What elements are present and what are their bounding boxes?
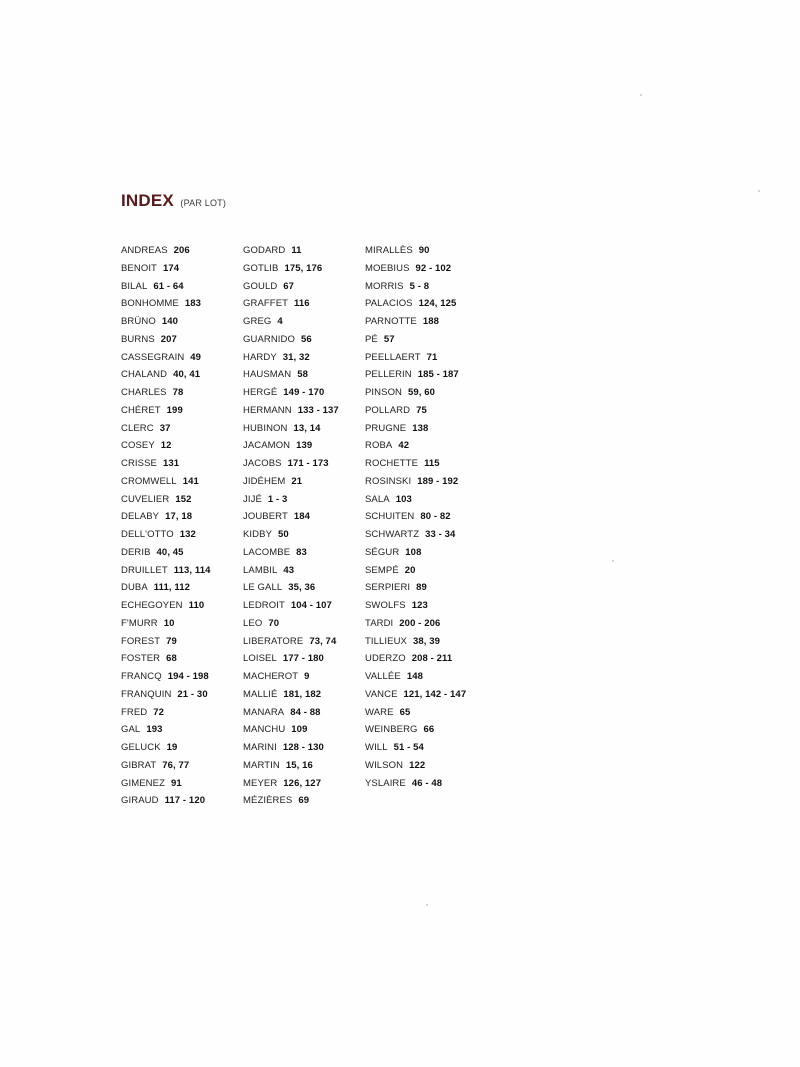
- index-entry: [243, 455, 363, 473]
- index-column-2: [243, 242, 363, 810]
- lot-numbers: 188: [422, 316, 439, 327]
- scan-speck: [640, 94, 642, 96]
- index-entry: [243, 704, 363, 722]
- artist-name: PARNOTTE: [365, 316, 417, 327]
- index-entry: [243, 597, 363, 615]
- index-entry: [365, 242, 485, 260]
- artist-name: VANCE: [365, 688, 398, 700]
- lot-numbers: 72: [153, 706, 165, 718]
- index-entry: [365, 668, 485, 686]
- index-entry: [121, 313, 241, 331]
- lot-numbers: 131: [162, 458, 180, 469]
- index-entry: [121, 278, 241, 296]
- lot-numbers: 108: [405, 546, 422, 558]
- scan-speck: [426, 904, 428, 906]
- index-entry: [243, 668, 363, 686]
- index-entry: [121, 526, 241, 544]
- index-entry: [365, 331, 485, 349]
- lot-numbers: 19: [166, 742, 178, 753]
- lot-numbers: 123: [411, 600, 428, 611]
- lot-numbers: 67: [283, 280, 295, 292]
- index-entry: [121, 633, 241, 651]
- index-entry: [365, 597, 485, 615]
- index-entry: [243, 650, 363, 668]
- index-entry: [243, 491, 363, 509]
- index-entry: [121, 242, 241, 260]
- index-entry: [243, 349, 363, 367]
- index-entry: [121, 420, 241, 438]
- lot-numbers: 193: [146, 724, 163, 736]
- index-entry: [121, 331, 241, 349]
- lot-numbers: 208 - 211: [411, 653, 453, 665]
- artist-name: MOEBIUS: [365, 262, 410, 274]
- lot-numbers: 199: [166, 404, 183, 416]
- artist-name: MACHEROT: [243, 671, 299, 682]
- index-entry: [121, 295, 241, 313]
- artist-name: KIDBY: [243, 529, 273, 540]
- lot-numbers: 56: [301, 333, 312, 345]
- lot-numbers: 177 - 180: [282, 653, 324, 665]
- lot-numbers: 149 - 170: [283, 387, 325, 398]
- lot-numbers: 121, 142 - 147: [403, 688, 467, 700]
- index-column-1: [121, 242, 241, 810]
- artist-name: GOTLIB: [243, 262, 279, 274]
- index-entry: [365, 278, 485, 296]
- index-heading: [121, 191, 226, 211]
- index-entry: [243, 437, 363, 455]
- artist-name: ROSINSKI: [365, 475, 412, 487]
- lot-numbers: 116: [294, 298, 310, 310]
- lot-numbers: 40, 41: [173, 369, 201, 381]
- index-entry: [121, 562, 241, 580]
- artist-name: JIDÉHEM: [243, 475, 286, 487]
- artist-name: FRED: [121, 706, 148, 718]
- artist-name: TILLIEUX: [365, 635, 407, 647]
- index-entry: [121, 686, 241, 704]
- index-entry: [121, 615, 241, 633]
- index-entry: [243, 313, 363, 331]
- lot-numbers: 35, 36: [288, 582, 316, 594]
- index-entry: [243, 792, 363, 810]
- artist-name: MALLIÉ: [243, 688, 278, 700]
- lot-numbers: 59, 60: [408, 387, 436, 398]
- artist-name: SCHUITEN: [365, 511, 415, 523]
- artist-name: MANARA: [243, 706, 285, 718]
- index-entry: [365, 775, 485, 793]
- index-entry: [243, 242, 363, 260]
- index-entry: [243, 295, 363, 313]
- index-entry: [243, 633, 363, 651]
- lot-numbers: 1 - 3: [267, 493, 288, 505]
- lot-numbers: 80 - 82: [420, 511, 451, 523]
- lot-numbers: 46 - 48: [411, 777, 443, 789]
- index-entry: [243, 508, 363, 526]
- artist-name: SEMPÉ: [365, 564, 399, 576]
- lot-numbers: 89: [416, 582, 427, 594]
- index-entry: [243, 384, 363, 402]
- lot-numbers: 57: [383, 333, 395, 345]
- index-entry: [365, 437, 485, 455]
- index-entry: [121, 491, 241, 509]
- artist-name: FOREST: [121, 635, 161, 647]
- artist-name: ROBA: [365, 440, 393, 452]
- artist-name: LOISEL: [243, 653, 277, 665]
- index-entry: [243, 775, 363, 793]
- artist-name: WILL: [365, 742, 388, 753]
- lot-numbers: 38, 39: [412, 635, 440, 647]
- lot-numbers: 109: [291, 724, 308, 736]
- lot-numbers: 174: [162, 262, 180, 274]
- lot-numbers: 181, 182: [283, 688, 322, 700]
- index-entry: [121, 775, 241, 793]
- artist-name: HUBINON: [243, 422, 288, 434]
- artist-name: SALA: [365, 493, 390, 505]
- index-entry: [121, 260, 241, 278]
- index-entry: [365, 686, 485, 704]
- artist-name: HARDY: [243, 351, 277, 363]
- artist-name: CUVELIER: [121, 493, 170, 505]
- index-entry: [365, 473, 485, 491]
- artist-name: PALACIOS: [365, 298, 413, 310]
- artist-name: LEO: [243, 617, 263, 629]
- artist-name: CHALAND: [121, 369, 168, 381]
- artist-name: WEINBERG: [365, 724, 418, 736]
- index-entry: [243, 278, 363, 296]
- artist-name: JOUBERT: [243, 511, 288, 523]
- lot-numbers: 189 - 192: [417, 475, 459, 487]
- index-entry: [365, 491, 485, 509]
- artist-name: GREG: [243, 316, 272, 327]
- artist-name: CRISSE: [121, 458, 157, 469]
- index-entry: [121, 721, 241, 739]
- lot-numbers: 185 - 187: [417, 369, 459, 381]
- lot-numbers: 103: [395, 493, 412, 505]
- index-entry: [365, 295, 485, 313]
- lot-numbers: 71: [426, 351, 438, 363]
- artist-name: FRANCQ: [121, 671, 162, 682]
- lot-numbers: 33 - 34: [425, 529, 456, 540]
- index-entry: [121, 384, 241, 402]
- artist-name: LACOMBE: [243, 546, 291, 558]
- artist-name: LIBERATORE: [243, 635, 304, 647]
- lot-numbers: 113, 114: [173, 564, 211, 576]
- index-entry: [365, 313, 485, 331]
- artist-name: MANCHU: [243, 724, 286, 736]
- index-entry: [121, 739, 241, 757]
- artist-name: ROCHETTE: [365, 458, 419, 469]
- index-entry: [243, 579, 363, 597]
- lot-numbers: 183: [184, 298, 201, 310]
- artist-name: CROMWELL: [121, 475, 177, 487]
- index-entry: [365, 508, 485, 526]
- lot-numbers: 175, 176: [284, 262, 323, 274]
- lot-numbers: 61 - 64: [153, 280, 184, 292]
- artist-name: GUARNIDO: [243, 333, 295, 345]
- artist-name: LE GALL: [243, 582, 283, 594]
- artist-name: WARE: [365, 706, 394, 718]
- index-entry: [121, 579, 241, 597]
- lot-numbers: 20: [404, 564, 416, 576]
- artist-name: GAL: [121, 724, 141, 736]
- lot-numbers: 115: [424, 458, 440, 469]
- index-entry: [121, 455, 241, 473]
- index-entry: [243, 757, 363, 775]
- artist-name: CASSEGRAIN: [121, 351, 185, 363]
- lot-numbers: 184: [293, 511, 311, 523]
- index-entry: [243, 402, 363, 420]
- artist-name: DUBA: [121, 582, 148, 594]
- artist-name: GOULD: [243, 280, 278, 292]
- index-entry: [121, 473, 241, 491]
- lot-numbers: 194 - 198: [167, 671, 209, 682]
- lot-numbers: 21: [291, 475, 303, 487]
- lot-numbers: 140: [161, 316, 178, 327]
- artist-name: GIMENEZ: [121, 777, 165, 789]
- index-subtitle: (PAR LOT): [180, 198, 227, 208]
- artist-name: BURNS: [121, 333, 155, 345]
- lot-numbers: 12: [160, 440, 172, 452]
- lot-numbers: 70: [268, 617, 280, 629]
- lot-numbers: 133 - 137: [297, 404, 339, 416]
- artist-name: DELABY: [121, 511, 160, 523]
- artist-name: ANDREAS: [121, 245, 168, 256]
- index-entry: [365, 633, 485, 651]
- artist-name: ECHEGOYEN: [121, 600, 183, 611]
- index-entry: [365, 562, 485, 580]
- lot-numbers: 43: [283, 564, 295, 576]
- artist-name: CHARLES: [121, 387, 167, 398]
- artist-name: BENOIT: [121, 262, 157, 274]
- index-entry: [365, 757, 485, 775]
- scan-speck: [612, 560, 614, 562]
- lot-numbers: 66: [423, 724, 435, 736]
- artist-name: HERMANN: [243, 404, 292, 416]
- lot-numbers: 92 - 102: [415, 262, 452, 274]
- scan-speck: [758, 190, 760, 192]
- index-entry: [243, 615, 363, 633]
- artist-name: PÉ: [365, 333, 378, 345]
- lot-numbers: 21 - 30: [177, 688, 208, 700]
- index-entry: [121, 366, 241, 384]
- index-entry: [121, 402, 241, 420]
- artist-name: MARTIN: [243, 759, 280, 771]
- artist-name: HAUSMAN: [243, 369, 292, 381]
- lot-numbers: 5 - 8: [409, 280, 430, 292]
- artist-name: PELLERIN: [365, 369, 412, 381]
- artist-name: GELUCK: [121, 742, 161, 753]
- artist-name: FRANQUIN: [121, 688, 172, 700]
- lot-numbers: 148: [406, 671, 423, 682]
- lot-numbers: 49: [190, 351, 202, 363]
- lot-numbers: 76, 77: [162, 759, 190, 771]
- index-entry: [365, 739, 485, 757]
- lot-numbers: 110: [188, 600, 205, 611]
- lot-numbers: 69: [298, 795, 310, 807]
- lot-numbers: 90: [418, 245, 430, 256]
- lot-numbers: 132: [179, 529, 196, 540]
- lot-numbers: 15, 16: [285, 759, 313, 771]
- lot-numbers: 10: [163, 617, 175, 629]
- artist-name: PEELLAERT: [365, 351, 421, 363]
- artist-name: DERIB: [121, 546, 151, 558]
- artist-name: GODARD: [243, 245, 286, 256]
- artist-name: GIBRAT: [121, 759, 157, 771]
- lot-numbers: 11: [291, 245, 302, 256]
- index-entry: [243, 260, 363, 278]
- artist-name: HERGÉ: [243, 387, 278, 398]
- index-entry: [365, 260, 485, 278]
- artist-name: WILSON: [365, 759, 404, 771]
- index-entry: [243, 544, 363, 562]
- index-entry: [365, 650, 485, 668]
- artist-name: MIRALLÈS: [365, 245, 413, 256]
- artist-name: PRUGNE: [365, 422, 407, 434]
- lot-numbers: 4: [277, 316, 283, 327]
- lot-numbers: 124, 125: [418, 298, 457, 310]
- index-entry: [121, 597, 241, 615]
- lot-numbers: 104 - 107: [290, 600, 332, 611]
- artist-name: PINSON: [365, 387, 403, 398]
- artist-name: DRUILLET: [121, 564, 168, 576]
- index-entry: [121, 792, 241, 810]
- index-entry: [121, 437, 241, 455]
- artist-name: BILAL: [121, 280, 148, 292]
- lot-numbers: 42: [398, 440, 410, 452]
- index-entry: [365, 544, 485, 562]
- index-entry: [121, 349, 241, 367]
- index-entry: [243, 331, 363, 349]
- lot-numbers: 65: [399, 706, 411, 718]
- artist-name: MARINI: [243, 742, 277, 753]
- lot-numbers: 141: [182, 475, 199, 487]
- index-entry: [365, 349, 485, 367]
- index-entry: [243, 473, 363, 491]
- artist-name: CHÉRET: [121, 404, 161, 416]
- artist-name: POLLARD: [365, 404, 411, 416]
- lot-numbers: 91: [170, 777, 182, 789]
- index-entry: [243, 366, 363, 384]
- index-entry: [121, 668, 241, 686]
- artist-name: MEYER: [243, 777, 278, 789]
- lot-numbers: 51 - 54: [393, 742, 424, 753]
- lot-numbers: 17, 18: [165, 511, 193, 523]
- artist-name: SWOLFS: [365, 600, 406, 611]
- artist-name: LEDROIT: [243, 600, 285, 611]
- artist-name: F'MURR: [121, 617, 158, 629]
- index-entry: [243, 526, 363, 544]
- lot-numbers: 117 - 120: [164, 795, 206, 807]
- artist-name: VALLÉE: [365, 671, 401, 682]
- artist-name: GIRAUD: [121, 795, 159, 807]
- lot-numbers: 79: [166, 635, 177, 647]
- index-entry: [365, 579, 485, 597]
- artist-name: CLERC: [121, 422, 154, 434]
- artist-name: MÉZIÈRES: [243, 795, 293, 807]
- lot-numbers: 139: [296, 440, 313, 452]
- lot-numbers: 111, 112: [153, 582, 191, 594]
- lot-numbers: 58: [297, 369, 308, 381]
- index-entry: [121, 544, 241, 562]
- index-entry: [365, 721, 485, 739]
- lot-numbers: 126, 127: [283, 777, 322, 789]
- index-entry: [243, 562, 363, 580]
- lot-numbers: 73, 74: [309, 635, 337, 647]
- artist-name: JACOBS: [243, 458, 282, 469]
- lot-numbers: 9: [304, 671, 310, 682]
- lot-numbers: 122: [409, 759, 426, 771]
- index-entry: [365, 526, 485, 544]
- lot-numbers: 50: [278, 529, 289, 540]
- lot-numbers: 152: [175, 493, 192, 505]
- lot-numbers: 78: [172, 387, 184, 398]
- artist-name: FOSTER: [121, 653, 161, 665]
- index-entry: [365, 615, 485, 633]
- lot-numbers: 75: [416, 404, 427, 416]
- artist-name: SCHWARTZ: [365, 529, 420, 540]
- index-entry: [121, 704, 241, 722]
- artist-name: SERPIERI: [365, 582, 411, 594]
- index-entry: [365, 420, 485, 438]
- lot-numbers: 31, 32: [282, 351, 310, 363]
- artist-name: DELL'OTTO: [121, 529, 174, 540]
- index-entry: [121, 650, 241, 668]
- lot-numbers: 200 - 206: [399, 617, 441, 629]
- artist-name: TARDI: [365, 617, 394, 629]
- lot-numbers: 13, 14: [293, 422, 321, 434]
- lot-numbers: 171 - 173: [287, 458, 329, 469]
- lot-numbers: 206: [173, 245, 190, 256]
- index-entry: [243, 420, 363, 438]
- index-entry: [365, 455, 485, 473]
- index-entry: [365, 366, 485, 384]
- artist-name: COSEY: [121, 440, 155, 452]
- artist-name: GRAFFET: [243, 298, 289, 310]
- artist-name: SÉGUR: [365, 546, 400, 558]
- artist-name: JACAMON: [243, 440, 291, 452]
- lot-numbers: 128 - 130: [282, 742, 324, 753]
- artist-name: BONHOMME: [121, 298, 179, 310]
- artist-name: LAMBIL: [243, 564, 278, 576]
- index-column-3: [365, 242, 485, 792]
- artist-name: JIJÉ: [243, 493, 262, 505]
- lot-numbers: 207: [160, 333, 177, 345]
- index-entry: [243, 686, 363, 704]
- lot-numbers: 84 - 88: [290, 706, 321, 718]
- artist-name: MORRIS: [365, 280, 404, 292]
- lot-numbers: 40, 45: [156, 546, 184, 558]
- lot-numbers: 37: [159, 422, 171, 434]
- index-entry: [121, 757, 241, 775]
- lot-numbers: 68: [166, 653, 177, 665]
- index-entry: [243, 721, 363, 739]
- index-title: INDEX: [121, 191, 174, 210]
- lot-numbers: 83: [296, 546, 307, 558]
- artist-name: BRÜNO: [121, 316, 156, 327]
- index-entry: [121, 508, 241, 526]
- index-entry: [365, 704, 485, 722]
- artist-name: YSLAIRE: [365, 777, 406, 789]
- artist-name: UDERZO: [365, 653, 406, 665]
- index-entry: [365, 384, 485, 402]
- index-entry: [243, 739, 363, 757]
- index-entry: [365, 402, 485, 420]
- lot-numbers: 138: [412, 422, 429, 434]
